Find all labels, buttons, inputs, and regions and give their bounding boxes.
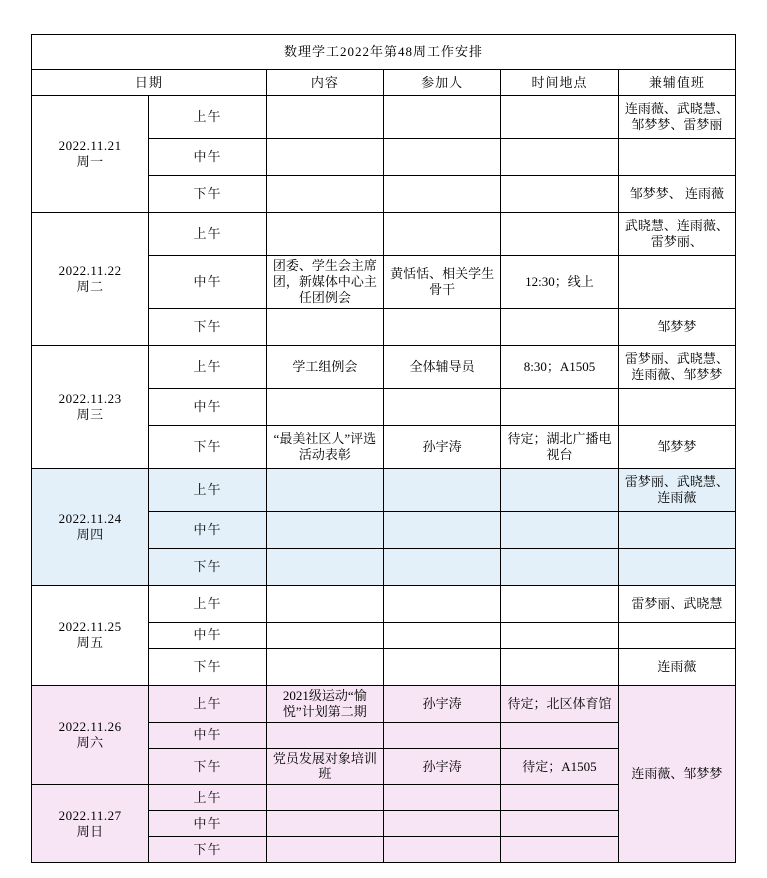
table-row [32,213,736,256]
time-place-cell [501,139,618,176]
time-place-cell [501,176,618,213]
time-place-cell [501,388,618,425]
people-cell [383,622,500,648]
duty-cell: 连雨薇、武晓慧、邹梦梦、雷梦丽 [618,96,735,139]
weekday-value: 周二 [76,278,104,294]
time-place-cell: 8:30；A1505 [501,345,618,388]
table-row [32,96,736,139]
time-place-cell [501,213,618,256]
date-cell [32,96,149,213]
time-place-cell [501,308,618,345]
slot-label: 上午 [149,96,266,139]
people-cell: 全体辅导员 [383,345,500,388]
time-place-cell [501,648,618,685]
duty-cell: 邹梦梦、 连雨薇 [618,176,735,213]
slot-label: 下午 [149,548,266,585]
people-cell: 孙宇涛 [383,685,500,722]
time-place-cell [501,811,618,837]
slot-label: 上午 [149,585,266,622]
date-value: 2022.11.21 [58,138,122,154]
content-cell [266,139,383,176]
content-cell [266,388,383,425]
header-row [32,70,736,96]
slot-label: 上午 [149,345,266,388]
time-place-cell [501,96,618,139]
slot-label: 上午 [149,785,266,811]
content-cell [266,511,383,548]
column-header-content: 内容 [266,70,383,96]
people-cell [383,548,500,585]
slot-label: 中午 [149,256,266,309]
slot-label: 中午 [149,139,266,176]
content-cell [266,622,383,648]
weekly-schedule-table [31,34,736,863]
content-cell [266,176,383,213]
people-cell [383,585,500,622]
duty-cell: 雷梦丽、武晓慧、连雨薇 [618,468,735,511]
people-cell [383,388,500,425]
date-value: 2022.11.22 [58,262,122,278]
duty-cell: 邹梦梦 [618,425,735,468]
content-cell [266,468,383,511]
people-cell [383,468,500,511]
date-cell [32,345,149,468]
people-cell [383,722,500,748]
content-cell [266,585,383,622]
date-value: 2022.11.23 [58,390,122,406]
duty-cell [618,548,735,585]
slot-label: 中午 [149,511,266,548]
duty-cell: 武晓慧、连雨薇、雷梦丽、 [618,213,735,256]
date-value: 2022.11.25 [58,619,122,635]
column-header-duty: 兼辅值班 [618,70,735,96]
time-place-cell: 待定；A1505 [501,748,618,785]
slot-label: 下午 [149,648,266,685]
date-cell [32,585,149,685]
content-cell: “最美社区人”评选活动表彰 [266,425,383,468]
content-cell [266,811,383,837]
duty-cell [618,256,735,309]
duty-cell [618,388,735,425]
content-cell [266,722,383,748]
people-cell [383,176,500,213]
duty-cell [618,511,735,548]
people-cell [383,96,500,139]
people-cell [383,139,500,176]
people-cell [383,511,500,548]
date-cell [32,685,149,785]
column-header-date: 日期 [32,70,267,96]
duty-cell: 连雨薇 [618,648,735,685]
duty-cell: 邹梦梦 [618,308,735,345]
slot-label: 下午 [149,425,266,468]
weekday-value: 周四 [76,526,104,542]
people-cell: 黄恬恬、相关学生骨干 [383,256,500,309]
weekday-value: 周一 [76,154,104,169]
time-place-cell [501,585,618,622]
weekday-value: 周六 [76,734,104,750]
slot-label: 中午 [149,622,266,648]
content-cell: 2021级运动“愉悦”计划第二期 [266,685,383,722]
time-place-cell [501,722,618,748]
date-value: 2022.11.24 [58,510,122,526]
table-row [32,585,736,622]
people-cell [383,785,500,811]
content-cell: 党员发展对象培训班 [266,748,383,785]
duty-cell: 雷梦丽、武晓慧 [618,585,735,622]
content-cell [266,213,383,256]
time-place-cell [501,622,618,648]
people-cell: 孙宇涛 [383,425,500,468]
title-row [32,35,736,70]
slot-label: 下午 [149,308,266,345]
people-cell [383,308,500,345]
date-value: 2022.11.26 [58,719,122,735]
time-place-cell: 12:30；线上 [501,256,618,309]
date-cell [32,213,149,346]
content-cell: 学工组例会 [266,345,383,388]
page-title: 数理学工2022年第48周工作安排 [32,35,736,70]
content-cell: 团委、学生会主席团，新媒体中心主任团例会 [266,256,383,309]
duty-cell [618,622,735,648]
slot-label: 上午 [149,685,266,722]
time-place-cell [501,511,618,548]
time-place-cell [501,785,618,811]
content-cell [266,308,383,345]
people-cell [383,837,500,863]
slot-label: 下午 [149,748,266,785]
table-row [32,685,736,722]
time-place-cell [501,548,618,585]
people-cell [383,213,500,256]
slot-label: 中午 [149,811,266,837]
content-cell [266,96,383,139]
people-cell [383,811,500,837]
content-cell [266,837,383,863]
duty-cell [618,139,735,176]
weekday-value: 周三 [76,406,104,422]
date-value: 2022.11.27 [58,807,122,823]
date-cell [32,468,149,585]
content-cell [266,785,383,811]
slot-label: 上午 [149,213,266,256]
slot-label: 上午 [149,468,266,511]
slot-label: 下午 [149,176,266,213]
table-row [32,468,736,511]
table-row [32,345,736,388]
content-cell [266,548,383,585]
date-cell [32,785,149,863]
duty-cell: 雷梦丽、武晓慧、连雨薇、邹梦梦 [618,345,735,388]
people-cell: 孙宇涛 [383,748,500,785]
column-header-people: 参加人 [383,70,500,96]
people-cell [383,648,500,685]
slot-label: 中午 [149,388,266,425]
duty-cell: 连雨薇、邹梦梦 [618,685,735,863]
weekday-value: 周日 [76,823,104,839]
time-place-cell [501,837,618,863]
slot-label: 中午 [149,722,266,748]
content-cell [266,648,383,685]
column-header-time-place: 时间地点 [501,70,618,96]
time-place-cell [501,468,618,511]
time-place-cell: 待定；北区体育馆 [501,685,618,722]
slot-label: 下午 [149,837,266,863]
weekday-value: 周五 [76,635,104,651]
time-place-cell: 待定；湖北广播电视台 [501,425,618,468]
